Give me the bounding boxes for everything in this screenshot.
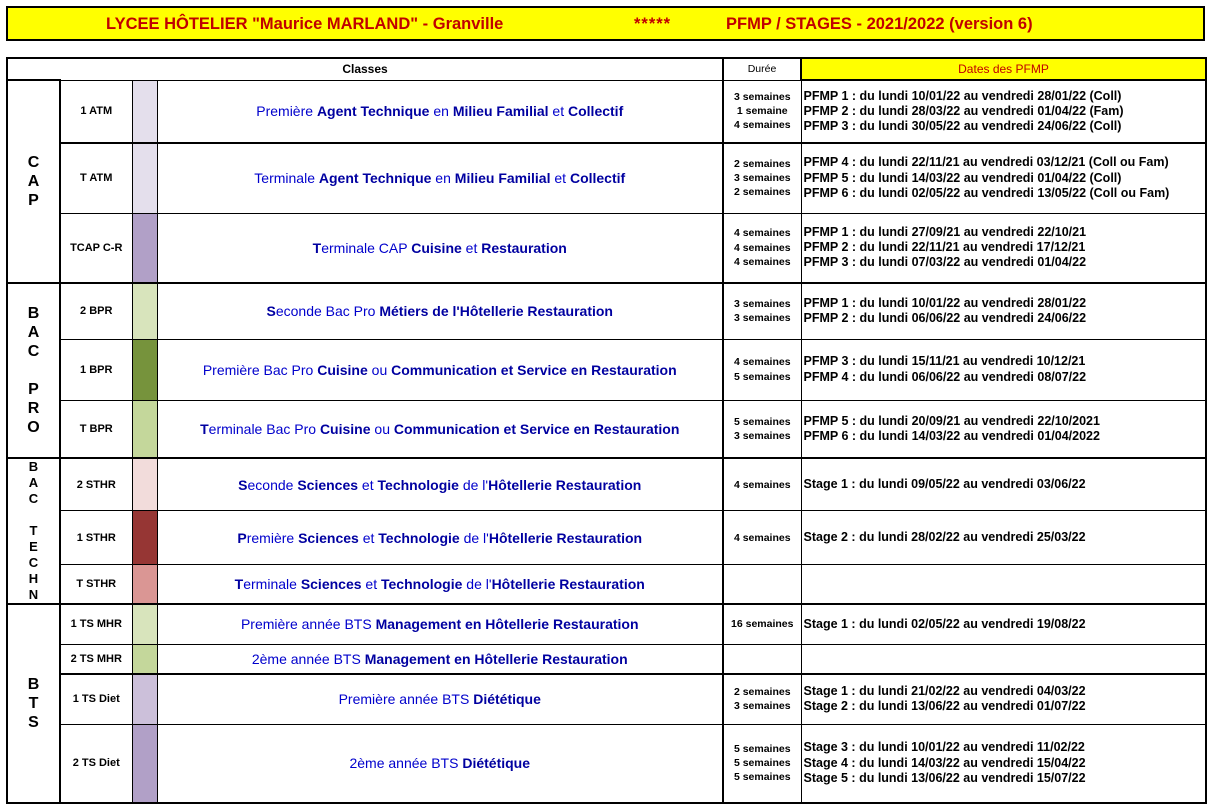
table-row bbox=[7, 565, 1206, 604]
class-color-swatch bbox=[132, 400, 157, 458]
duration-cell bbox=[723, 458, 801, 511]
class-color-swatch bbox=[132, 143, 157, 213]
dates-cell bbox=[801, 283, 1206, 339]
class-color-swatch bbox=[132, 604, 157, 644]
duration-cell bbox=[723, 644, 801, 674]
duration-value: 4 semaines bbox=[733, 119, 791, 132]
duration-value: 3 semaines bbox=[733, 429, 791, 442]
dates-cell bbox=[801, 458, 1206, 511]
class-title: Terminale CAP Cuisine et Restauration bbox=[157, 213, 723, 283]
duration-value: 16 semaines bbox=[731, 618, 794, 631]
table-row bbox=[7, 604, 1206, 644]
class-code: T ATM bbox=[60, 143, 132, 213]
period-entry: PFMP 1 : du lundi 27/09/21 au vendredi 22/10/21 bbox=[803, 224, 1087, 239]
class-code: 1 TS MHR bbox=[60, 604, 132, 644]
class-title: Terminale Agent Technique en Milieu Familial et Collectif bbox=[157, 143, 723, 213]
period-entry: PFMP 1 : du lundi 10/01/22 au vendredi 28/01/22 (Coll) bbox=[803, 88, 1122, 103]
period-entry: Stage 4 : du lundi 14/03/22 au vendredi 15/04/22 bbox=[803, 755, 1086, 770]
dates-cell bbox=[801, 604, 1206, 644]
duration-cell bbox=[723, 80, 801, 143]
class-title: Première Agent Technique en Milieu Familial et Collectif bbox=[157, 80, 723, 143]
duration-value: 3 semaines bbox=[733, 90, 791, 103]
class-title: Seconde Bac Pro Métiers de l'Hôtellerie Restauration bbox=[157, 283, 723, 339]
class-code: 2 TS MHR bbox=[60, 644, 132, 674]
period-entry: Stage 5 : du lundi 13/06/22 au vendredi 15/07/22 bbox=[803, 770, 1086, 785]
title-banner bbox=[6, 6, 1205, 41]
period-entry: Stage 2 : du lundi 28/02/22 au vendredi 25/03/22 bbox=[803, 530, 1086, 545]
table-row bbox=[7, 143, 1206, 213]
class-title: 2ème année BTS Management en Hôtellerie Restauration bbox=[157, 644, 723, 674]
class-color-swatch bbox=[132, 511, 157, 565]
duration-value: 5 semaines bbox=[733, 370, 791, 383]
class-color-swatch bbox=[132, 565, 157, 604]
class-title: Première année BTS Management en Hôtellerie Restauration bbox=[157, 604, 723, 644]
dates-cell bbox=[801, 511, 1206, 565]
period-entry: Stage 1 : du lundi 02/05/22 au vendredi 19/08/22 bbox=[803, 616, 1086, 631]
period-entry: PFMP 1 : du lundi 10/01/22 au vendredi 28/01/22 bbox=[803, 296, 1087, 310]
class-code: TCAP C-R bbox=[60, 213, 132, 283]
duration-cell bbox=[723, 604, 801, 644]
group-label: B A C P R O bbox=[7, 283, 60, 458]
duration-value: 3 semaines bbox=[733, 298, 791, 311]
class-title: Terminale Sciences et Technologie de l'Hôtellerie Restauration bbox=[157, 565, 723, 604]
duration-value: 2 semaines bbox=[733, 186, 791, 199]
period-entry: PFMP 5 : du lundi 14/03/22 au vendredi 01/04/22 (Coll) bbox=[803, 170, 1122, 185]
period-entry: PFMP 6 : du lundi 02/05/22 au vendredi 13/05/22 (Coll ou Fam) bbox=[803, 185, 1170, 200]
duration-value: 2 semaines bbox=[733, 157, 791, 170]
period-entry: Stage 3 : du lundi 10/01/22 au vendredi 11/02/22 bbox=[803, 740, 1085, 755]
class-title: Seconde Sciences et Technologie de l'Hôtellerie Restauration bbox=[157, 458, 723, 511]
period-entry: PFMP 3 : du lundi 07/03/22 au vendredi 01/04/22 bbox=[803, 255, 1087, 270]
duration-cell bbox=[723, 213, 801, 283]
duration-value: 1 semaine bbox=[736, 105, 788, 118]
class-title: 2ème année BTS Diététique bbox=[157, 724, 723, 803]
dates-cell bbox=[801, 674, 1206, 724]
duration-value: 5 semaines bbox=[733, 757, 791, 770]
header-duree: Durée bbox=[723, 58, 801, 80]
duration-cell bbox=[723, 400, 801, 458]
duration-value: 3 semaines bbox=[733, 312, 791, 325]
class-code: 2 TS Diet bbox=[60, 724, 132, 803]
table-row bbox=[7, 511, 1206, 565]
duration-value: 5 semaines bbox=[733, 771, 791, 784]
table-row bbox=[7, 283, 1206, 339]
duration-cell bbox=[723, 283, 801, 339]
group-label: B A C T E C H N bbox=[7, 458, 60, 604]
pfmp-table bbox=[6, 57, 1207, 804]
class-color-swatch bbox=[132, 644, 157, 674]
class-code: 2 BPR bbox=[60, 283, 132, 339]
period-entry: PFMP 6 : du lundi 14/03/22 au vendredi 01/04/2022 bbox=[803, 428, 1100, 443]
class-title: Terminale Bac Pro Cuisine ou Communication et Service en Restauration bbox=[157, 400, 723, 458]
period-entry: PFMP 3 : du lundi 15/11/21 au vendredi 10/12/21 bbox=[803, 354, 1086, 369]
class-title: Première Bac Pro Cuisine ou Communication et Service en Restauration bbox=[157, 339, 723, 400]
dates-cell bbox=[801, 724, 1206, 803]
duration-cell bbox=[723, 511, 801, 565]
duration-cell bbox=[723, 143, 801, 213]
header-row bbox=[7, 58, 1206, 80]
period-entry: Stage 1 : du lundi 21/02/22 au vendredi 04/03/22 bbox=[803, 684, 1086, 698]
table-row bbox=[7, 400, 1206, 458]
table-row bbox=[7, 80, 1206, 143]
duration-cell bbox=[723, 565, 801, 604]
duration-value: 2 semaines bbox=[733, 686, 791, 699]
class-color-swatch bbox=[132, 339, 157, 400]
table-row bbox=[7, 674, 1206, 724]
duration-value: 4 semaines bbox=[733, 227, 791, 240]
dates-cell bbox=[801, 400, 1206, 458]
class-code: 2 STHR bbox=[60, 458, 132, 511]
dates-cell bbox=[801, 339, 1206, 400]
dates-cell bbox=[801, 565, 1206, 604]
class-code: T BPR bbox=[60, 400, 132, 458]
period-entry: PFMP 2 : du lundi 06/06/22 au vendredi 24/06/22 bbox=[803, 311, 1087, 326]
duration-value: 3 semaines bbox=[733, 700, 791, 713]
dates-cell bbox=[801, 213, 1206, 283]
duration-value: 4 semaines bbox=[733, 531, 791, 544]
period-entry: PFMP 5 : du lundi 20/09/21 au vendredi 22/10/2021 bbox=[803, 413, 1100, 428]
duration-value: 5 semaines bbox=[733, 742, 791, 755]
duration-cell bbox=[723, 339, 801, 400]
period-entry: PFMP 4 : du lundi 22/11/21 au vendredi 03/12/21 (Coll ou Fam) bbox=[803, 155, 1169, 170]
duration-cell bbox=[723, 674, 801, 724]
class-color-swatch bbox=[132, 283, 157, 339]
duration-value: 4 semaines bbox=[733, 356, 791, 369]
class-code: 1 TS Diet bbox=[60, 674, 132, 724]
duration-value: 5 semaines bbox=[733, 415, 791, 428]
duration-cell bbox=[723, 724, 801, 803]
period-entry: PFMP 2 : du lundi 22/11/21 au vendredi 17/12/21 bbox=[803, 240, 1086, 255]
class-title: Première Sciences et Technologie de l'Hôtellerie Restauration bbox=[157, 511, 723, 565]
table-row bbox=[7, 458, 1206, 511]
class-color-swatch bbox=[132, 458, 157, 511]
class-code: 1 STHR bbox=[60, 511, 132, 565]
duration-value: 4 semaines bbox=[733, 478, 791, 491]
dates-cell bbox=[801, 143, 1206, 213]
class-color-swatch bbox=[132, 213, 157, 283]
header-dates: Dates des PFMP bbox=[801, 58, 1206, 80]
period-entry: Stage 2 : du lundi 13/06/22 au vendredi 01/07/22 bbox=[803, 699, 1086, 714]
group-label: B T S bbox=[7, 604, 60, 803]
table-row bbox=[7, 724, 1206, 803]
period-entry: PFMP 3 : du lundi 30/05/22 au vendredi 24/06/22 (Coll) bbox=[803, 119, 1122, 134]
group-label: C A P bbox=[7, 80, 60, 283]
period-entry: PFMP 2 : du lundi 28/03/22 au vendredi 01/04/22 (Fam) bbox=[803, 103, 1124, 118]
class-code: 1 BPR bbox=[60, 339, 132, 400]
title-separator: ***** bbox=[634, 15, 672, 33]
class-code: T STHR bbox=[60, 565, 132, 604]
class-code: 1 ATM bbox=[60, 80, 132, 143]
header-classes: Classes bbox=[7, 58, 723, 80]
dates-cell bbox=[801, 80, 1206, 143]
duration-value: 3 semaines bbox=[733, 172, 791, 185]
class-color-swatch bbox=[132, 80, 157, 143]
dates-cell bbox=[801, 644, 1206, 674]
school-name: LYCEE HÔTELIER "Maurice MARLAND" - Granville bbox=[106, 15, 504, 33]
class-color-swatch bbox=[132, 674, 157, 724]
period-entry: Stage 1 : du lundi 09/05/22 au vendredi 03/06/22 bbox=[803, 477, 1086, 492]
document-title: PFMP / STAGES - 2021/2022 (version 6) bbox=[726, 15, 1033, 33]
table-row bbox=[7, 213, 1206, 283]
table-row bbox=[7, 339, 1206, 400]
class-title: Première année BTS Diététique bbox=[157, 674, 723, 724]
table-row bbox=[7, 644, 1206, 674]
class-color-swatch bbox=[132, 724, 157, 803]
duration-value: 4 semaines bbox=[733, 241, 791, 254]
period-entry: PFMP 4 : du lundi 06/06/22 au vendredi 08/07/22 bbox=[803, 369, 1087, 384]
duration-value: 4 semaines bbox=[733, 255, 791, 268]
